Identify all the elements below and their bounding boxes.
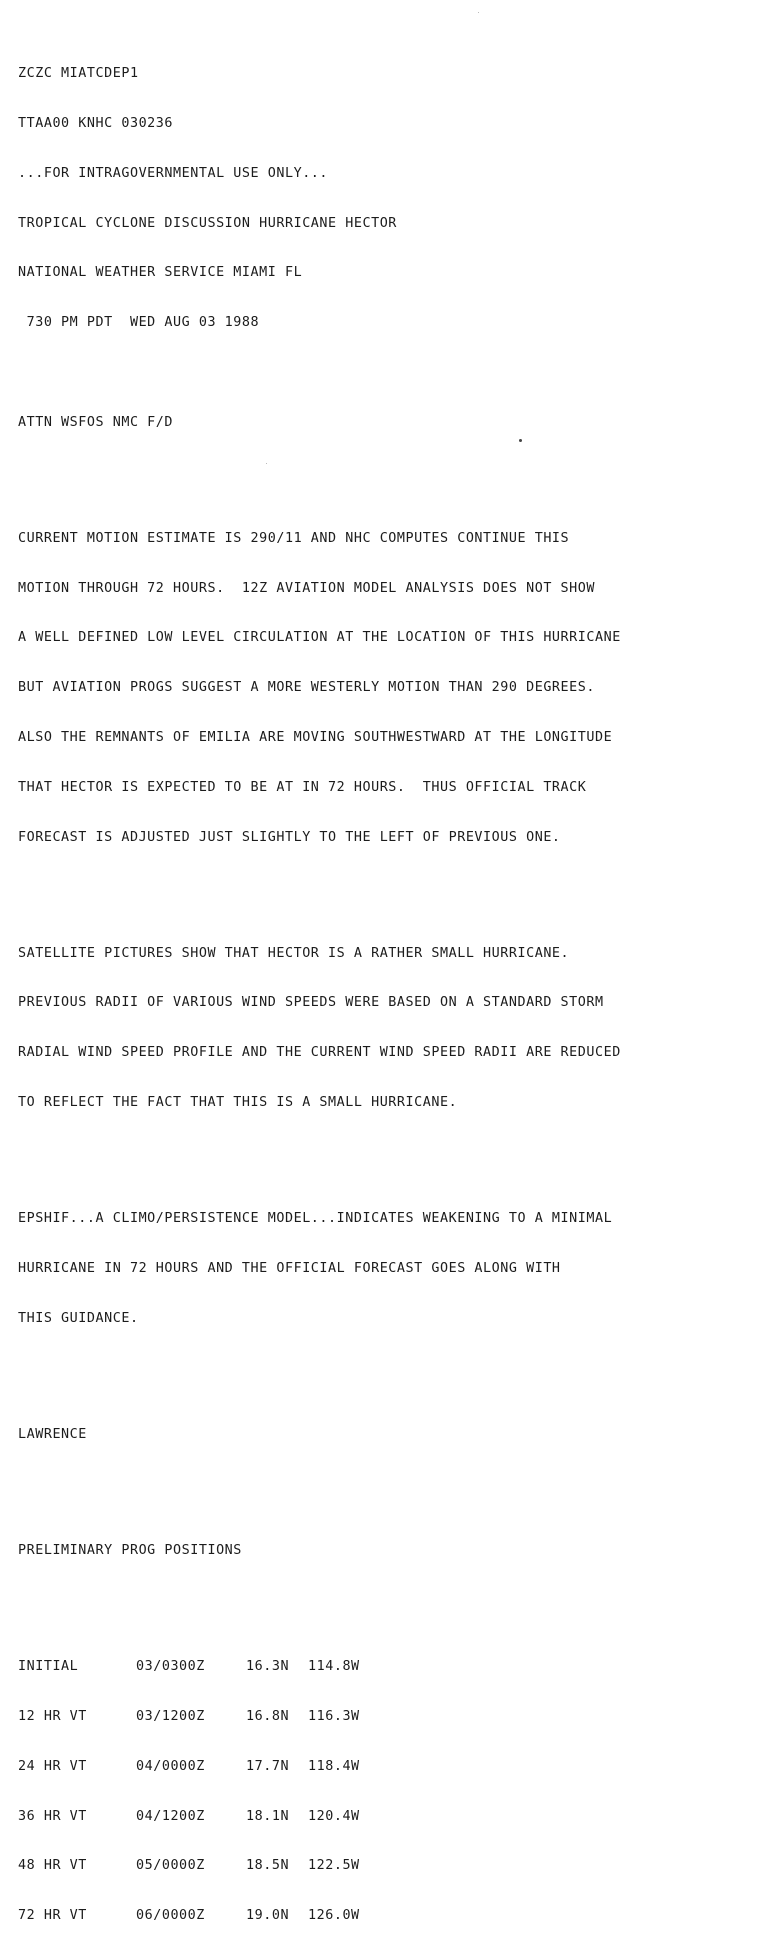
position-longitude: 114.8W bbox=[308, 1659, 360, 1675]
scan-speck bbox=[519, 439, 522, 442]
paragraph-line: THIS GUIDANCE. bbox=[18, 1310, 139, 1326]
position-latitude: 18.1N bbox=[246, 1808, 290, 1824]
position-row bbox=[18, 1809, 621, 1826]
position-row bbox=[18, 1759, 621, 1776]
blank-line bbox=[18, 1145, 621, 1162]
paragraph-line: THAT HECTOR IS EXPECTED TO BE AT IN 72 HOURS. THUS OFFICIAL TRACK bbox=[18, 779, 587, 795]
paragraph-line: EPSHIF...A CLIMO/PERSISTENCE MODEL...INDICATES WEAKENING TO A MINIMAL bbox=[18, 1211, 613, 1227]
paragraph-line: CURRENT MOTION ESTIMATE IS 290/11 AND NHC COMPUTES CONTINUE THIS bbox=[18, 530, 570, 546]
position-label: 36 HR VT bbox=[18, 1808, 87, 1824]
blank-line bbox=[18, 464, 621, 481]
paragraph-line: FORECAST IS ADJUSTED JUST SLIGHTLY TO THE LEFT OF PREVIOUS ONE. bbox=[18, 829, 561, 845]
paragraph-line: ALSO THE REMNANTS OF EMILIA ARE MOVING SOUTHWESTWARD AT THE LONGITUDE bbox=[18, 729, 613, 745]
position-latitude: 18.5N bbox=[246, 1858, 290, 1874]
position-latitude: 16.8N bbox=[246, 1708, 290, 1724]
paragraph-line: MOTION THROUGH 72 HOURS. 12Z AVIATION MODEL ANALYSIS DOES NOT SHOW bbox=[18, 580, 595, 596]
paragraph-line: PREVIOUS RADII OF VARIOUS WIND SPEEDS WERE BASED ON A STANDARD STORM bbox=[18, 995, 604, 1011]
position-label: INITIAL bbox=[18, 1659, 79, 1675]
header-line: TROPICAL CYCLONE DISCUSSION HURRICANE HECTOR bbox=[18, 215, 397, 231]
position-row bbox=[18, 1659, 621, 1676]
position-time: 03/0300Z bbox=[136, 1659, 205, 1675]
scan-speck bbox=[266, 463, 267, 464]
blank-line bbox=[18, 365, 621, 382]
blank-line bbox=[18, 1593, 621, 1610]
discussion-text bbox=[18, 33, 621, 1958]
signature: LAWRENCE bbox=[18, 1426, 87, 1442]
header-line: NATIONAL WEATHER SERVICE MIAMI FL bbox=[18, 265, 303, 281]
header-line: ZCZC MIATCDEP1 bbox=[18, 66, 139, 82]
position-label: 48 HR VT bbox=[18, 1858, 87, 1874]
position-time: 04/1200Z bbox=[136, 1808, 205, 1824]
blank-line bbox=[18, 1361, 621, 1378]
position-label: 24 HR VT bbox=[18, 1758, 87, 1774]
header-line: 730 PM PDT WED AUG 03 1988 bbox=[18, 315, 260, 331]
position-time: 05/0000Z bbox=[136, 1858, 205, 1874]
position-row bbox=[18, 1709, 621, 1726]
position-label: 72 HR VT bbox=[18, 1908, 87, 1924]
position-time: 06/0000Z bbox=[136, 1908, 205, 1924]
position-longitude: 118.4W bbox=[308, 1758, 360, 1774]
position-longitude: 120.4W bbox=[308, 1808, 360, 1824]
position-latitude: 16.3N bbox=[246, 1659, 290, 1675]
position-row bbox=[18, 1858, 621, 1875]
paragraph-line: TO REFLECT THE FACT THAT THIS IS A SMALL HURRICANE. bbox=[18, 1095, 458, 1110]
position-longitude: 116.3W bbox=[308, 1708, 360, 1724]
position-longitude: 126.0W bbox=[308, 1908, 360, 1924]
positions-title: PRELIMINARY PROG POSITIONS bbox=[18, 1543, 242, 1559]
paragraph-line: A WELL DEFINED LOW LEVEL CIRCULATION AT THE LOCATION OF THIS HURRICANE bbox=[18, 630, 621, 646]
position-latitude: 19.0N bbox=[246, 1908, 290, 1924]
position-row bbox=[18, 1908, 621, 1925]
paragraph-line: SATELLITE PICTURES SHOW THAT HECTOR IS A RATHER SMALL HURRICANE. bbox=[18, 945, 570, 961]
blank-line bbox=[18, 1477, 621, 1494]
header-line: TTAA00 KNHC 030236 bbox=[18, 115, 174, 131]
paragraph-line: HURRICANE IN 72 HOURS AND THE OFFICIAL FORECAST GOES ALONG WITH bbox=[18, 1260, 561, 1276]
blank-line bbox=[18, 879, 621, 896]
scan-speck bbox=[478, 12, 479, 13]
position-time: 04/0000Z bbox=[136, 1758, 205, 1774]
attention-line: ATTN WSFOS NMC F/D bbox=[18, 414, 174, 430]
position-longitude: 122.5W bbox=[308, 1858, 360, 1874]
header-line: ...FOR INTRAGOVERNMENTAL USE ONLY... bbox=[18, 165, 329, 181]
position-label: 12 HR VT bbox=[18, 1708, 87, 1724]
paragraph-line: RADIAL WIND SPEED PROFILE AND THE CURRENT WIND SPEED RADII ARE REDUCED bbox=[18, 1045, 621, 1061]
paragraph-line: BUT AVIATION PROGS SUGGEST A MORE WESTERLY MOTION THAN 290 DEGREES. bbox=[18, 680, 595, 696]
position-latitude: 17.7N bbox=[246, 1758, 290, 1774]
position-time: 03/1200Z bbox=[136, 1708, 205, 1724]
